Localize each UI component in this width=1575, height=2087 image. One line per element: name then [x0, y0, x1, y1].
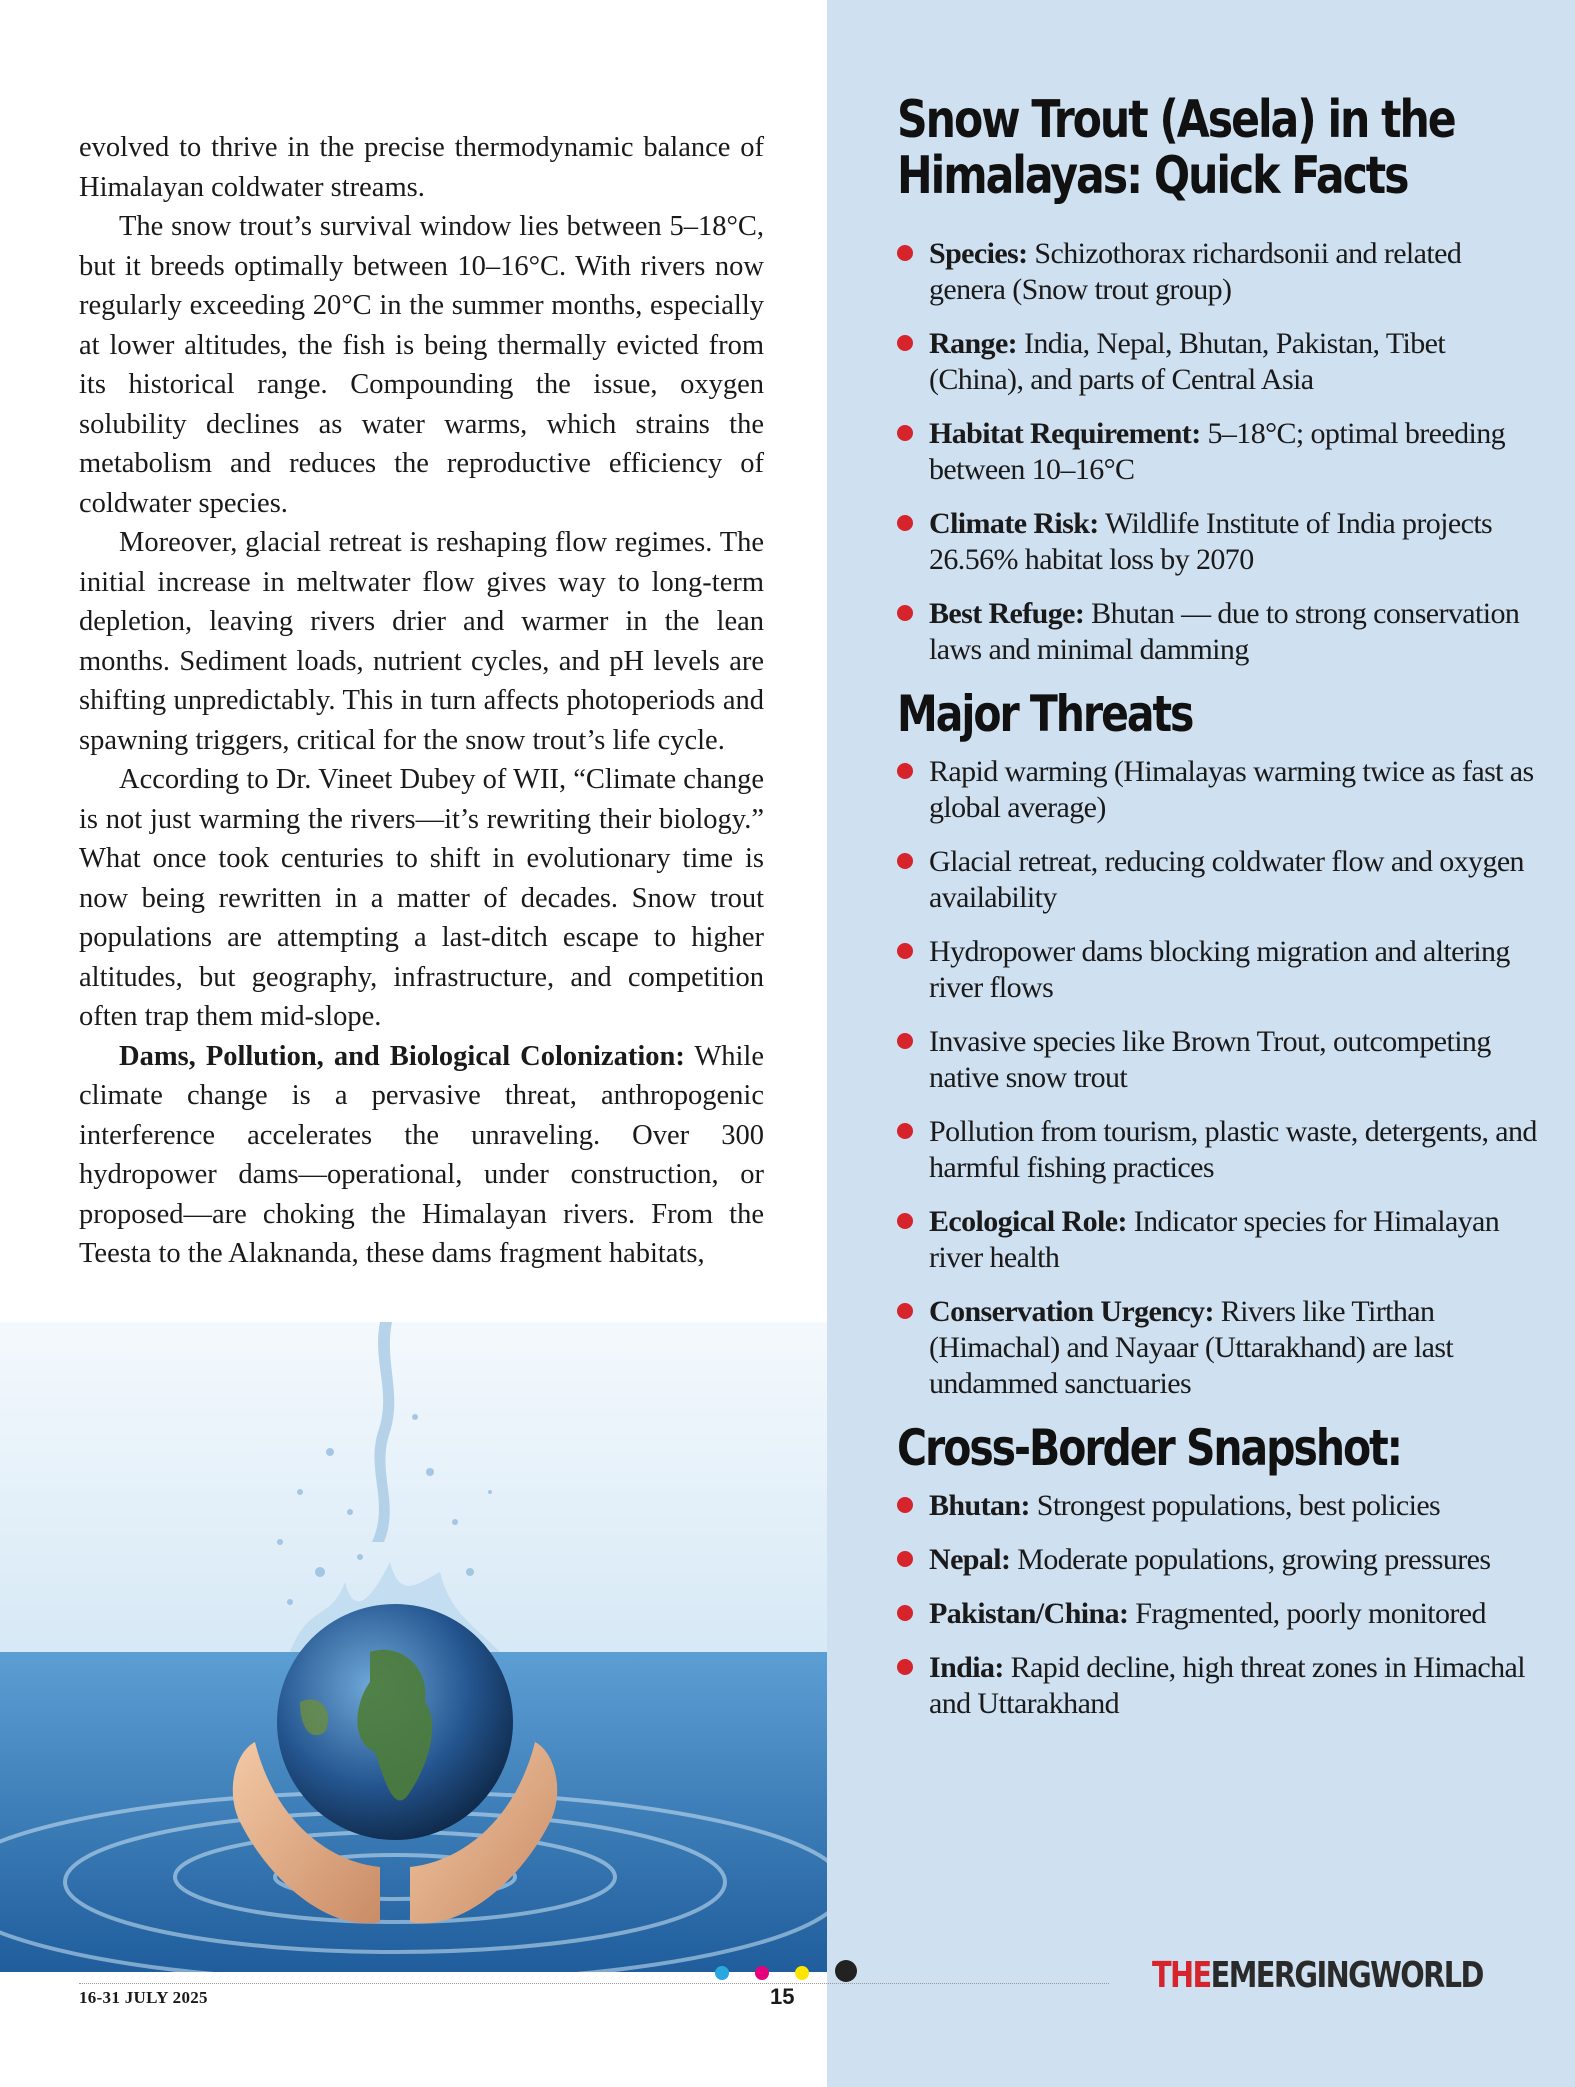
article-subhead-text: While climate change is a pervasive threat, anthropogenic interference accelerates the unraveling. Over 300 hydropower dams—operational, under construction, or proposed—are choking the Himalayan rivers. From the Teesta to the Alaknanda, these dams fragment habitats, [79, 1040, 764, 1269]
red-bullet-icon [897, 425, 913, 441]
fact-label: Species: [929, 237, 1028, 270]
fact-label: Nepal: [929, 1543, 1011, 1576]
issue-date: 16-31 JULY 2025 [79, 1988, 208, 2007]
cross-border-list [897, 1488, 1537, 1722]
publication-brand [1152, 1955, 1483, 1996]
fact-text: Rapid warming (Himalayas warming twice as fast as global average) [929, 755, 1534, 824]
red-bullet-icon [897, 1303, 913, 1319]
fact-item [897, 1114, 1537, 1186]
fact-label: Conservation Urgency: [929, 1295, 1214, 1328]
quick-facts-sidebar [827, 0, 1575, 2087]
fact-text: 5–18°C; optimal breeding between 10–16°C [929, 417, 1506, 486]
fact-item [897, 754, 1537, 826]
sidebar-title-line-2: Himalayas: Quick Facts [897, 146, 1408, 206]
red-bullet-icon [897, 1497, 913, 1513]
quick-facts-list [897, 236, 1537, 668]
fact-label: Habitat Requirement: [929, 417, 1201, 450]
red-bullet-icon [897, 1123, 913, 1139]
fact-item [897, 326, 1537, 398]
footer-rule [79, 1983, 1109, 1984]
cross-border-heading: Cross-Border Snapshot: [897, 1419, 1401, 1477]
sidebar-title-line-1: Snow Trout (Asela) in the [897, 90, 1455, 150]
fact-item [897, 1596, 1537, 1632]
fact-text: Schizothorax richardsonii and related genera (Snow trout group) [929, 237, 1462, 306]
red-bullet-icon [897, 1213, 913, 1229]
article-paragraph: Moreover, glacial retreat is reshaping flow regimes. The initial increase in meltwater flow gives way to long-term depletion, leaving rivers drier and warmer in the lean months. Sediment loads, nutrient cycles, and pH levels are shifting unpredictably. This in turn affects photoperiods and spawning triggers, critical for the snow trout’s life cycle. [79, 527, 764, 756]
article-paragraph: According to Dr. Vineet Dubey of WII, “Climate change is not just warming the rivers—it’s rewriting their biology.” What once took centuries to shift in evolutionary time is now being rewritten in a matter of decades. Snow trout populations are attempting a last-ditch escape to higher altitudes, but geography, infrastructure, and competition often trap them mid-slope. [79, 764, 764, 1032]
registration-dot-black [835, 1960, 857, 1982]
registration-dot-magenta [755, 1966, 769, 1980]
fact-text: Rapid decline, high threat zones in Himachal and Uttarakhand [929, 1651, 1525, 1720]
red-bullet-icon [897, 763, 913, 779]
fact-item [897, 934, 1537, 1006]
major-threats-list [897, 754, 1537, 1402]
fact-item [897, 1488, 1537, 1524]
red-bullet-icon [897, 335, 913, 351]
fact-item [897, 1542, 1537, 1578]
red-bullet-icon [897, 1605, 913, 1621]
fact-text: Hydropower dams blocking migration and altering river flows [929, 935, 1510, 1004]
fact-label: Best Refuge: [929, 597, 1085, 630]
fact-label: Range: [929, 327, 1018, 360]
article-subhead: Dams, Pollution, and Biological Colonization: [119, 1040, 685, 1072]
page-number: 15 [770, 1984, 795, 2009]
fact-item [897, 1294, 1537, 1402]
fact-label: Ecological Role: [929, 1205, 1127, 1238]
red-bullet-icon [897, 1033, 913, 1049]
fact-label: Pakistan/China: [929, 1597, 1129, 1630]
water-scene-svg [0, 1322, 827, 1972]
sidebar-title [897, 90, 1455, 206]
sidebar-content [897, 92, 1537, 1740]
red-bullet-icon [897, 245, 913, 261]
fact-text: Moderate populations, growing pressures [1010, 1543, 1491, 1576]
globe-in-hands-water-illustration [0, 1322, 827, 1972]
red-bullet-icon [897, 605, 913, 621]
article-paragraph: The snow trout’s survival window lies between 5–18°C, but it breeds optimally between 10–16°C. With rivers now regularly exceeding 20°C in the summer months, especially at lower altitudes, the fish is being thermally evicted from its historical range. Compounding the issue, oxygen solubility declines as water warms, which strains the metabolism and reduces the reproductive efficiency of coldwater species. [79, 211, 764, 519]
red-bullet-icon [897, 515, 913, 531]
red-bullet-icon [897, 1551, 913, 1567]
fact-item [897, 506, 1537, 578]
fact-text: Glacial retreat, reducing coldwater flow and oxygen availability [929, 845, 1524, 914]
fact-text: Invasive species like Brown Trout, outcompeting native snow trout [929, 1025, 1491, 1094]
fact-item [897, 1204, 1537, 1276]
red-bullet-icon [897, 943, 913, 959]
brand-name: EMERGINGWORLD [1210, 1955, 1483, 1996]
fact-item [897, 416, 1537, 488]
fact-item [897, 844, 1537, 916]
major-threats-heading: Major Threats [897, 685, 1193, 743]
fact-label: Climate Risk: [929, 507, 1099, 540]
fact-text: Indicator species for Himalayan river health [929, 1205, 1500, 1274]
article-body [79, 128, 764, 1274]
fact-text: Pollution from tourism, plastic waste, detergents, and harmful fishing practices [929, 1115, 1537, 1184]
fact-text: Wildlife Institute of India projects 26.56% habitat loss by 2070 [929, 507, 1493, 576]
fact-text: Fragmented, poorly monitored [1128, 1597, 1486, 1630]
article-paragraph: evolved to thrive in the precise thermodynamic balance of Himalayan coldwater streams. [79, 132, 764, 203]
fact-text: India, Nepal, Bhutan, Pakistan, Tibet (China), and parts of Central Asia [929, 327, 1446, 396]
fact-text: Rivers like Tirthan (Himachal) and Nayaar (Uttarakhand) are last undammed sanctuaries [929, 1295, 1454, 1400]
fact-text: Strongest populations, best policies [1029, 1489, 1441, 1522]
fact-item [897, 1024, 1537, 1096]
fact-item [897, 236, 1537, 308]
fact-label: India: [929, 1651, 1004, 1684]
fact-text: Bhutan — due to strong conservation laws and minimal damming [929, 597, 1520, 666]
registration-dot-cyan [715, 1966, 729, 1980]
fact-item [897, 596, 1537, 668]
fact-item [897, 1650, 1537, 1722]
registration-dot-yellow [795, 1966, 809, 1980]
fact-label: Bhutan: [929, 1489, 1030, 1522]
red-bullet-icon [897, 1659, 913, 1675]
brand-the: THE [1152, 1955, 1211, 1996]
red-bullet-icon [897, 853, 913, 869]
article-paragraph-subsection [79, 1037, 764, 1274]
